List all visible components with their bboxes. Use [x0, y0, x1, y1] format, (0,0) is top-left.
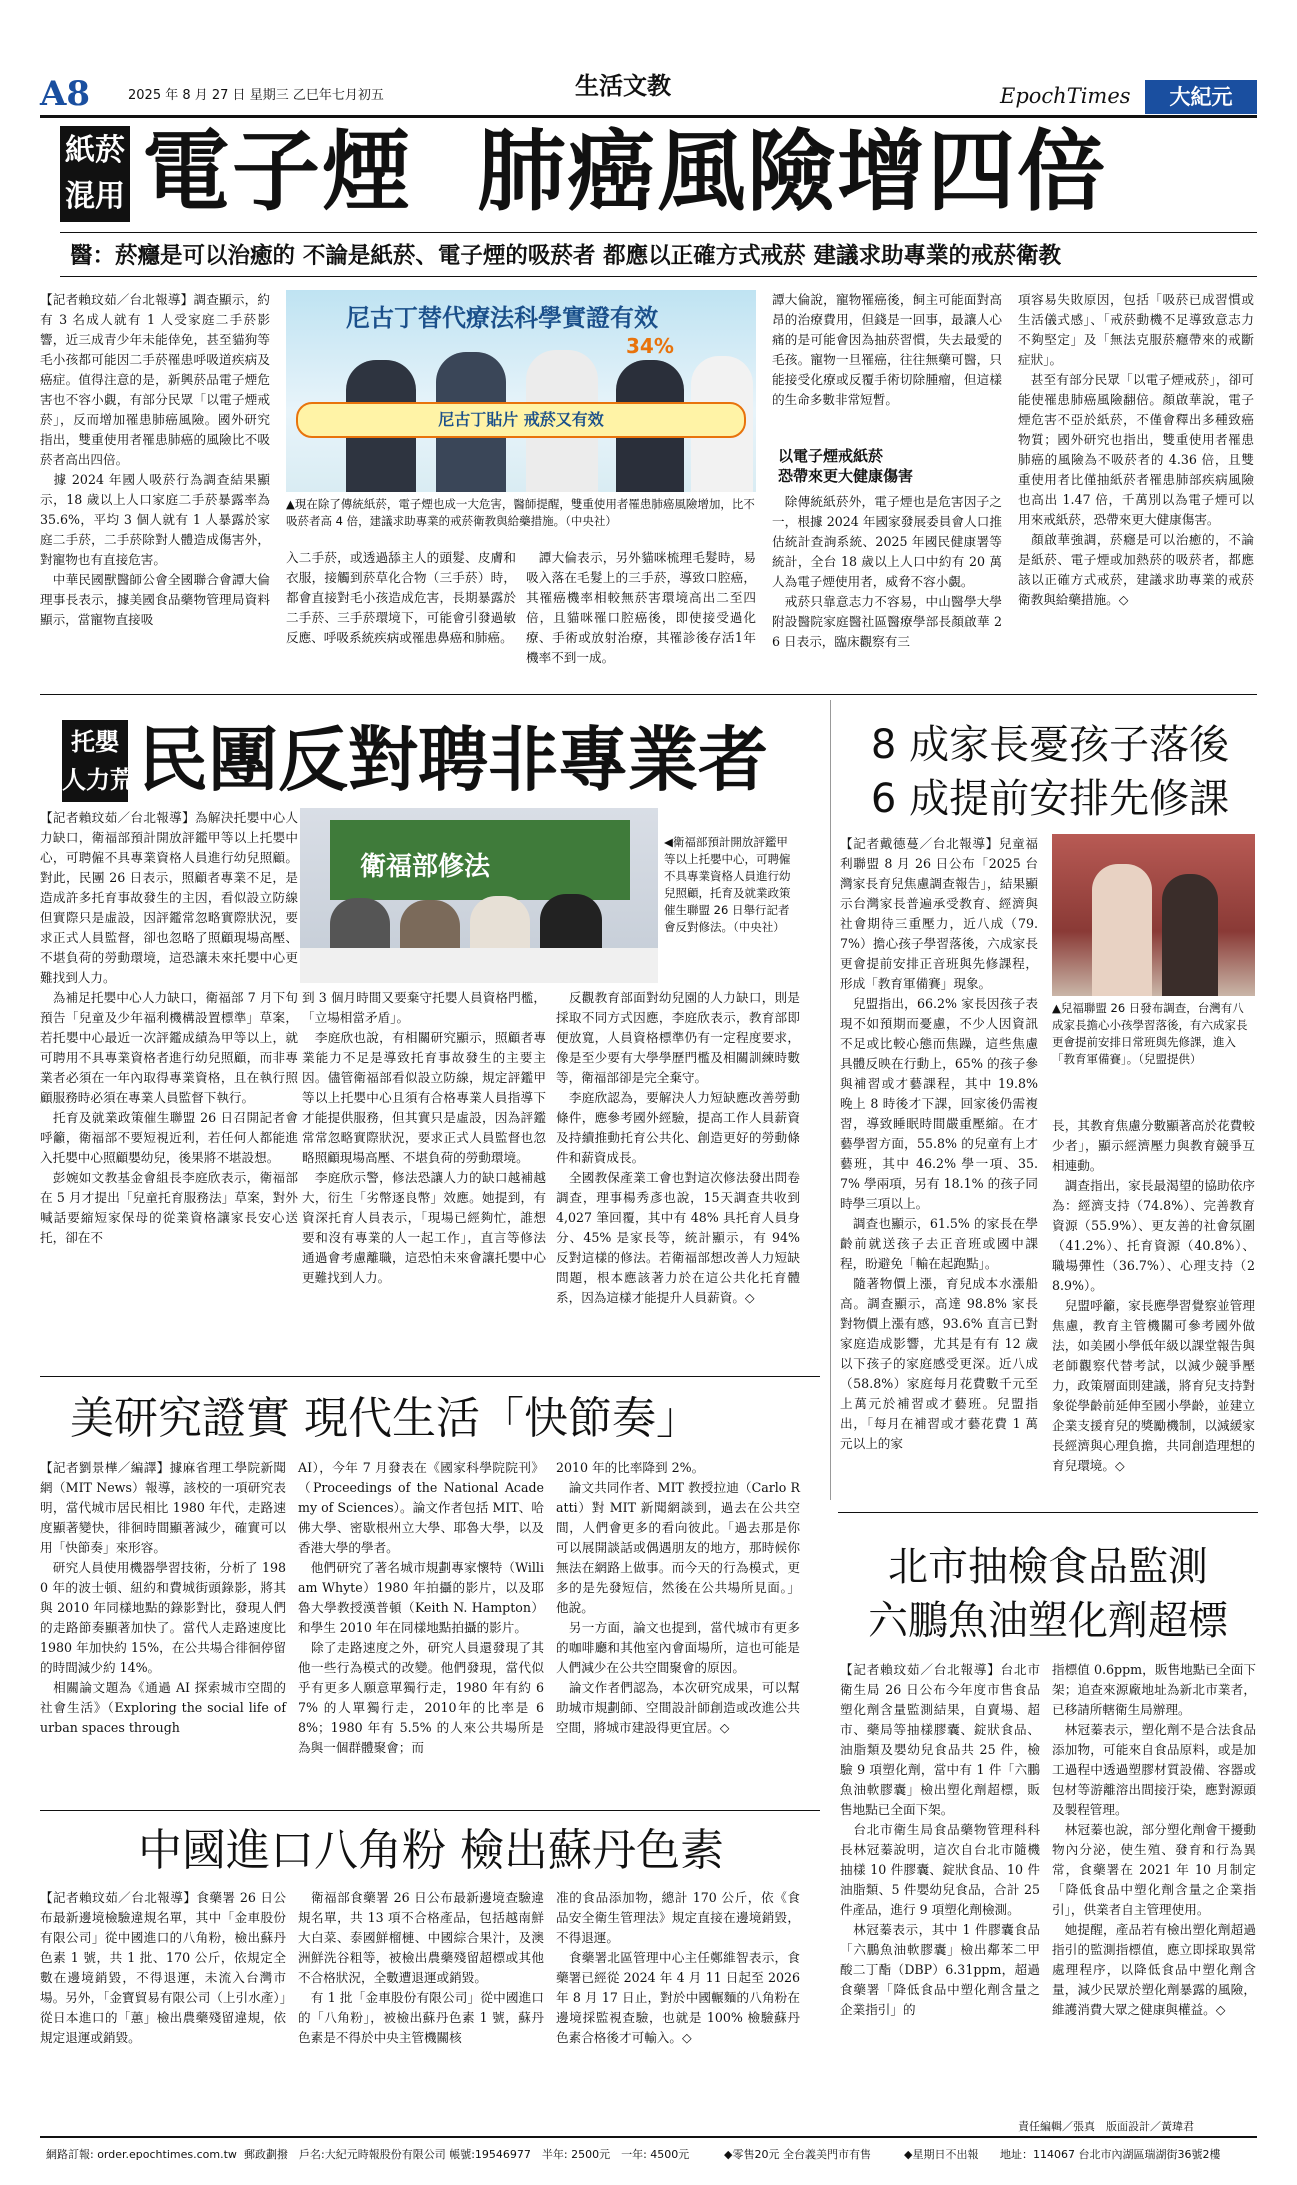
a1-col1: 【記者賴玟茹／台北報導】調查顯示，約有 3 名成人就有 1 人受家庭二手菸影響，近三成青少年未能倖免，甚至貓狗等毛小孩都可能因二手菸罹患呼吸道疾病及癌症。值得注意的是，新興菸品電子煙危害也不容小覷，有部分民眾「以電子煙戒菸」，反而增加罹患肺癌風險。國外研究指出，雙重使用者罹患肺癌的風險比不吸菸者高出四倍。 據 2024 年國人吸菸行為調查結果顯示，18 歲以上人口家庭二手菸暴露率為 35.6%，平均 3 個人就有 1 人暴露於家庭二手菸，二手菸除對人體造成傷害外，對寵物也有直接危害。 中華民國獸醫師公會全國聯合會譚大倫理事長表示，據美國食品藥物管理局資料顯示，當寵物直接吸 [40, 292, 270, 627]
a1-title: 電子煙 肺癌風險增四倍 [142, 120, 1108, 223]
a2-col3: 反觀教育部面對幼兒園的人力缺口，則是採取不同方式因應，李庭欣表示，教育部即便放寬，人員資格標準仍有一定程度要求，像是至少要有大學學歷門檻及相關訓練時數等，衛福部卻是完全棄守。 李庭欣認為，要解決人力短缺應改善勞動條件，應參考國外經驗，提高工作人員薪資及持續推動托育公共化、創造更好的勞動條件和薪資成長。 全國教保產業工會也對這次修法發出問卷調查，理事楊秀彥也說，15天調查共收到 4,027 筆回覆，其中有 48% 具托育人員身分、45% 是家長等，統計顯示，有 94% 反對這樣的修法。若衛福部想改善人力短缺問題，根本應該著力於在這公共化托育體系，因為這樣才能提升人員薪資。◇ [556, 990, 800, 1305]
a6-col2: 衛福部食藥署 26 日公布最新邊境查驗違規名單，共 13 項不合格產品，包括越南鮮大白菜、泰國鮮榴槤、中國綜合果汁，及澳洲鮮洗谷粗等，被檢出農藥殘留超標或其他不合格狀況，全數遭退運或銷毀。 有 1 批「金車股份有限公司」從中國進口的「八角粉」，被檢出蘇丹色素 1 號，蘇丹色素是不得於中央主管機關核 [298, 1890, 544, 2045]
a3-col2: 長，其教育焦慮分數顯著高於花費較少者」，顯示經濟壓力與教育競爭互相連動。 調查指出，家長最渴望的協助依序為：經濟支持（74.8%）、完善教育資源（55.9%）、更友善的社會氛圍（41.2%）、托育資源（40.8%）、職場彈性（36.7%）、心理支持（28.9%）。 兒盟呼籲，家長應學習覺察並管理焦慮，教育主管機關可參考國外做法，如美國小學低年級以課堂報告與老師觀察代替考試，以減少競爭壓力，政策層面則建議，將育兒支持對象從學齡前延伸至國小學齡，並建立企業支援育兒的獎勵機制，以減緩家長經濟與心理負擔，共同創造理想的育兒環境。◇ [1052, 1118, 1255, 1473]
a3-col1: 【記者戴德蔓／台北報導】兒童福利聯盟 8 月 26 日公布「2025 台灣家長育兒焦慮調查報告」，結果顯示台灣家長普遍承受教育、經濟與社會期待三重壓力，近八成（79.7%）擔心孩子學習落後，六成家長更會提前安排正音班與先修課程，形成「教育軍備賽」現象。 兒盟指出，66.2% 家長因孩子表現不如預期而憂慮，不少人因資訊不足或比較心態而焦躁，這些焦慮具體反映在行動上，65% 的孩子參與補習或才藝課程，其中 19.8% 晚上 8 時後才下課，回家後仍需複習，導致睡眠時間嚴重壓縮。在才藝學習方面，55.8% 的兒童有上才藝班，其中 46.2% 學一項、35.7% 學兩項，另有 18.1% 的孩子同時學三項以上。 調查也顯示，61.5% 的家長在學齡前就送孩子去正音班或國中課程，盼避免「輸在起跑點」。 隨著物價上漲，育兒成本水漲船高。調查顯示，高達 98.8% 家長對物價上漲有感，93.6% 直言已對家庭造成影響，尤其是有有 12 歲以下孩子的家庭感受更深。近八成（58.8%）家庭每月花費數千元至上萬元於補習或才藝班。兒盟指出，「每月在補習或才藝花費 1 萬元以上的家 [840, 836, 1038, 1451]
footer-address: 地址：114067 台北市內湖區瑞湖街36號2樓 [1000, 2148, 1221, 2161]
person-figure [1162, 874, 1218, 996]
a1-subtitle-rule-bottom [60, 276, 1257, 277]
a2-kicker: 托嬰 人力荒 [62, 720, 128, 802]
a2-photo-sign: 衛福部修法 [360, 852, 491, 882]
a1-col5: 項容易失敗原因，包括「吸菸已成習慣或生活儀式感」、「戒菸動機不足導致意志力不夠堅定」及「無法克服菸癮帶來的戒斷症狀」。 甚至有部分民眾「以電子煙戒菸」，卻可能使罹患肺癌風險翻倍。顏啟華說，電子煙危害不亞於紙菸，不僅會釋出多種致癌物質；國外研究也指出，雙重使用者罹患肺癌的風險為不吸菸者的 4.36 倍，且雙重使用者比僅抽紙菸者罹患肺部疾病風險也高出 1.47 倍，千萬別以為電子煙可以用來戒紙菸，恐帶來更大健康傷害。 顏啟華強調，菸癮是可以治癒的，不論是紙菸、電子煙或加熱菸的吸菸者，都應該以正確方式戒菸，建議求助專業的戒菸衛教與給藥措施。◇ [1018, 292, 1254, 607]
a1-col4b: 除傳統紙菸外，電子煙也是危害因子之一，根據 2024 年國家發展委員會人口推估統計查詢系統、2025 年國民健康署等統計，全台 18 歲以上人口中約有 20 萬人為電子煙使用者，威脅不容小覷。 戒菸只靠意志力不容易，中山醫學大學附設醫院家庭醫社區醫療學部長顏啟華 26 日表示，臨床觀察有三 [772, 494, 1002, 649]
a5-col2: 指標值 0.6ppm，販售地點已全面下架；追查來源廠地址為新北市業者，已移請所轄衛生局辦理。 林冠蓁表示，塑化劑不是合法食品添加物，可能來自食品原料，或是加工過程中透過塑膠材質設備、容器或包材等游離溶出間接汙染，應對源頭及製程管理。 林冠蓁也說，部分塑化劑會干擾動物內分泌，使生殖、發育和行為異常，食藥署在 2021 年 10 月制定「降低食品中塑化劑含量之企業指引」，供業者自主管理使用。 她提醒，產品若有檢出塑化劑超過指引的監測指標值，應立即採取異常處理程序，以降低食品中塑化劑含量，減少民眾於塑化劑暴露的風險，維護消費大眾之健康與權益。◇ [1052, 1662, 1256, 2017]
a4-col1: 【記者劉景樺／編譯】據麻省理工學院新聞網（MIT News）報導，該校的一項研究表明，當代城市居民相比 1980 年代，走路速度顯著變快，徘徊時間顯著減少，確實可以用「快節奏」來形容。 研究人員使用機器學習技術，分析了 1980 年的波士頓、紐約和費城街頭錄影，將其與 2010 年同樣地點的錄影對比，發現人們的走路節奏顯著加快了。當代人走路速度比 1980 年加快約 15%，在公共場合徘徊停留的時間減少約 14%。 相關論文題為《通過 AI 探索城市空間的社會生活》（Exploring the social life of urban spaces through [40, 1460, 286, 1735]
column-rule [830, 700, 831, 1500]
a1-photo-percent: 34% [626, 334, 674, 358]
a3-title: 8 成家長憂孩子落後 6 成提前安排先修課 [870, 722, 1230, 822]
footer-sunday: ◆星期日不出報 [904, 2148, 979, 2161]
a4-col2: AI），今年 7 月發表在《國家科學院院刊》（Proceedings of the National Academy of Sciences）。論文作者包括 MIT、哈佛大學、密歇根州立大學、耶魯大學，以及香港大學的學者。 他們研究了著名城市規劃專家懷特（William Whyte）1980 年拍攝的影片，以及耶魯大學教授漢普頓（Keith N. Hampton）和學生 2010 年在同樣地點拍攝的影片。 除了走路速度之外，研究人員還發現了其他一些行為模式的改變。他們發現，當代似乎有更多人願意單獨行走，1980 年有約 67% 的人單獨行走，2010年的比率是 68%；1980 年有 5.5% 的人來公共場所是為與一個群體聚會；而 [298, 1460, 544, 1755]
a1-subtitle: 醫：菸癮是可以治癒的 不論是紙菸、電子煙的吸菸者 都應以正確方式戒菸 建議求助專業的戒菸衛教 [70, 243, 1062, 269]
a1-col2: 入二手菸，或透過舔主人的頭髮、皮膚和衣服，接觸到菸草化合物（三手菸）時，都會直接對毛小孩造成危害，長期暴露於二手菸、三手菸環境下，可能會引發過敏反應、呼吸系統疾病或罹患鼻癌和肺癌。 [286, 550, 516, 645]
a5-col1: 【記者賴玟茹／台北報導】台北市衛生局 26 日公布今年度市售食品塑化劑含量監測結果，自賣場、超市、藥局等抽樣膠囊、錠狀食品、油脂類及嬰幼兒食品共 25 件，檢驗 9 項塑化劑，當中有 1 件「六鵬魚油軟膠囊」檢出塑化劑超標，販售地點已全面下架。 台北市衛生局食品藥物管理科科長林冠蓁說明，這次自台北市隨機抽樣 10 件膠囊、錠狀食品、10 件油脂類、5 件嬰幼兒食品，合計 25 件產品，進行 9 項塑化劑檢測。 林冠蓁表示，其中 1 件膠囊食品「六鵬魚油軟膠囊」檢出鄰苯二甲酸二丁酯（DBP）6.31ppm，超過食藥署「降低食品中塑化劑含量之企業指引」的 [840, 1662, 1040, 2017]
a2-col1: 【記者賴玟茹／台北報導】為解決托嬰中心人力缺口，衛福部預計開放評鑑甲等以上托嬰中心，可聘僱不具專業資格人員進行幼兒照顧。對此，民團 26 日表示，照顧者專業不足，是造成許多托育事故發生的主因，看似設立防線但實際只是虛設，因評鑑常忽略實際狀況，要求正式人員監督，卻也忽略了照顧現場高壓、不堪負荷的勞動環境，這恐讓未來托嬰中心更難找到人力。 為補足托嬰中心人力缺口，衛福部 7 月下旬預告「兒童及少年福利機構設置標準」草案，若托嬰中心最近一次評鑑成績為甲等以上，就可聘用不具專業資格者進行幼兒照顧，而非專業者必須在一年內取得專業資格，且在執行照顧服務時必須在專業人員監督下執行。 托育及就業政策催生聯盟 26 日召開記者會呼籲，衛福部不要短視近利，若任何人都能進入托嬰中心照顧嬰幼兒，後果將不堪設想。 彭婉如文教基金會組長李庭欣表示，衛福部在 5 月才提出「兒童托育服務法」草案，對外喊話要縮短家保母的從業資格讓家長安心送托，卻在不 [40, 810, 298, 1245]
section-rule [40, 1810, 820, 1811]
a2-col2: 到 3 個月時間又要棄守托嬰人員資格門檻，「立場相當矛盾」。 李庭欣也說，有相關研究顯示，照顧者專業能力不足是導致托育事故發生的主要主因。儘管衛福部看似設立防線，規定評鑑甲等以上托嬰中心且須有合格專業人員指導下才能提供服務，但其實只是虛設，因為評鑑常常忽略實際狀況，要求正式人員監督也忽略照顧現場高壓、不堪負荷的勞動環境。 李庭欣示警，修法恐讓人力的缺口越補越大，衍生「劣幣逐良幣」效應。她提到，有資深托育人員表示，「現場已經夠忙，誰想要和沒有專業的人一起工作」，直言等修法通過會考慮離職，這恐怕未來會讓托嬰中心更難找到人力。 [302, 990, 546, 1285]
a2-photo-table [300, 948, 658, 983]
a6-col3: 准的食品添加物，總計 170 公斤，依《食品安全衛生管理法》規定直接在邊境銷毀，不得退運。 食藥署北區管理中心主任鄭維智表示，食藥署已經從 2024 年 4 月 11 日起至 2026 年 8 月 17 日止，對於中國輾麵的八角粉在邊境採監視查驗，也就是 100% 檢驗蘇丹色素合格後才可輸入。◇ [556, 1890, 800, 2045]
a1-subhead: 以電子煙戒紙菸 恐帶來更大健康傷害 [778, 447, 914, 485]
section-rule [40, 694, 1257, 695]
a1-kicker: 紙菸 混用 [60, 126, 130, 222]
page-number: A8 [40, 74, 91, 114]
a6-title: 中國進口八角粉 檢出蘇丹色素 [138, 1825, 724, 1876]
a5-title: 北市抽檢食品監測 六鵬魚油塑化劑超標 [868, 1544, 1228, 1644]
footer-rule [40, 2136, 1257, 2138]
a1-photo-banner: 尼古丁替代療法科學實證有效 [346, 304, 658, 332]
a1-col4: 譚大倫說，寵物罹癌後，飼主可能面對高昂的治療費用，但錢是一回事，最讓人心痛的是可能會因為抽菸習慣，失去最愛的毛孩。寵物一旦罹癌，往往無藥可醫，只能接受化療或反覆手術切除腫瘤，但這樣的生命多數非常短暫。 [772, 292, 1002, 407]
a4-col3: 2010 年的比率降到 2%。 論文共同作者、MIT 教授拉迪（Carlo Ratti）對 MIT 新聞網談到，過去在公共空間，人們會更多的看向彼此。「過去那是你可以展開談話或偶遇朋友的地方，那時候你無法在網路上做事。而今天的行為模式，更多的是先發短信，然後在公共場所見面。」他說。 另一方面，論文也提到，當代城市有更多的咖啡廳和其他室內會面場所，這也可能是人們減少在公共空間聚會的原因。 論文作者們認為，本次研究成果，可以幫助城市規劃師、空間設計師創造或改進公共空間，將城市建設得更宜居。◇ [556, 1460, 800, 1735]
a6-col1: 【記者賴玟茹／台北報導】食藥署 26 日公布最新邊境檢驗違規名單，其中「金車股份有限公司」從中國進口的八角粉，檢出蘇丹色素 1 號，共 1 批、170 公斤，依規定全數在邊境銷毀，不得退運，未流入台灣市場。另外，「金寶貿易有限公司（上引水產）」從日本進口的「蕙」檢出農藥殘留違規，依規定退運或銷毀。 [40, 1890, 286, 2045]
person-figure [1092, 864, 1152, 996]
a2-caption: ◀衛福部預計開放評鑑甲等以上托嬰中心，可聘僱不具專業資格人員進行幼兒照顧，托育及就業政策催生聯盟 26 日舉行記者會反對修法。（中央社） [664, 835, 791, 934]
footer-postal: 郵政劃撥 戶名:大紀元時報股份有限公司 帳號:19546977 半年: 2500元 一年: 4500元 [244, 2148, 690, 2161]
a1-photo-sign: 尼古丁貼片 戒菸又有效 [296, 402, 746, 438]
credits: 責任編輯／張真 版面設計／黃瑋君 [1018, 2120, 1194, 2133]
a3-caption: ▲兒福聯盟 26 日發布調查，台灣有八成家長擔心小孩學習落後，有六成家長更會提前安排日常班與先修課，進入「教育軍備賽」。（兒盟提供） [1052, 1001, 1248, 1066]
header-rule [40, 115, 1257, 118]
footer-order: 網路訂報: order.epochtimes.com.tw [46, 2148, 237, 2161]
brand-name: EpochTimes [1000, 84, 1131, 108]
section-rule [838, 1512, 1258, 1513]
a1-caption: ▲現在除了傳統紙菸，電子煙也成一大危害，醫師提醒，雙重使用者罹患肺癌風險增加，比不吸菸者高 4 倍，建議求助專業的戒菸衛教與給藥措施。（中央社） [286, 497, 755, 528]
a3-photo [1052, 834, 1255, 996]
a2-title: 民團反對聘非專業者 [138, 719, 768, 801]
a4-title: 美研究證實 現代生活「快節奏」 [70, 1393, 700, 1444]
a2-photo [300, 808, 658, 983]
a1-subtitle-rule [60, 232, 1257, 233]
section-rule [40, 1376, 820, 1377]
section-name: 生活文教 [575, 71, 671, 100]
issue-date: 2025 年 8 月 27 日 星期三 乙巳年七月初五 [128, 88, 384, 103]
footer-price: ◆零售20元 全台義美門市有售 [724, 2148, 871, 2161]
a1-photo [286, 290, 756, 492]
a1-col3: 譚大倫表示，另外貓咪梳理毛髮時，易吸入落在毛髮上的三手菸，導致口腔癌，其罹癌機率相較無菸害環境高出二至四倍，且貓咪罹口腔癌後，即使接受過化療、手術或放射治療，其罹診後存活1年機率不到一成。 [526, 550, 756, 665]
brand-logo: 大紀元 [1145, 80, 1257, 114]
